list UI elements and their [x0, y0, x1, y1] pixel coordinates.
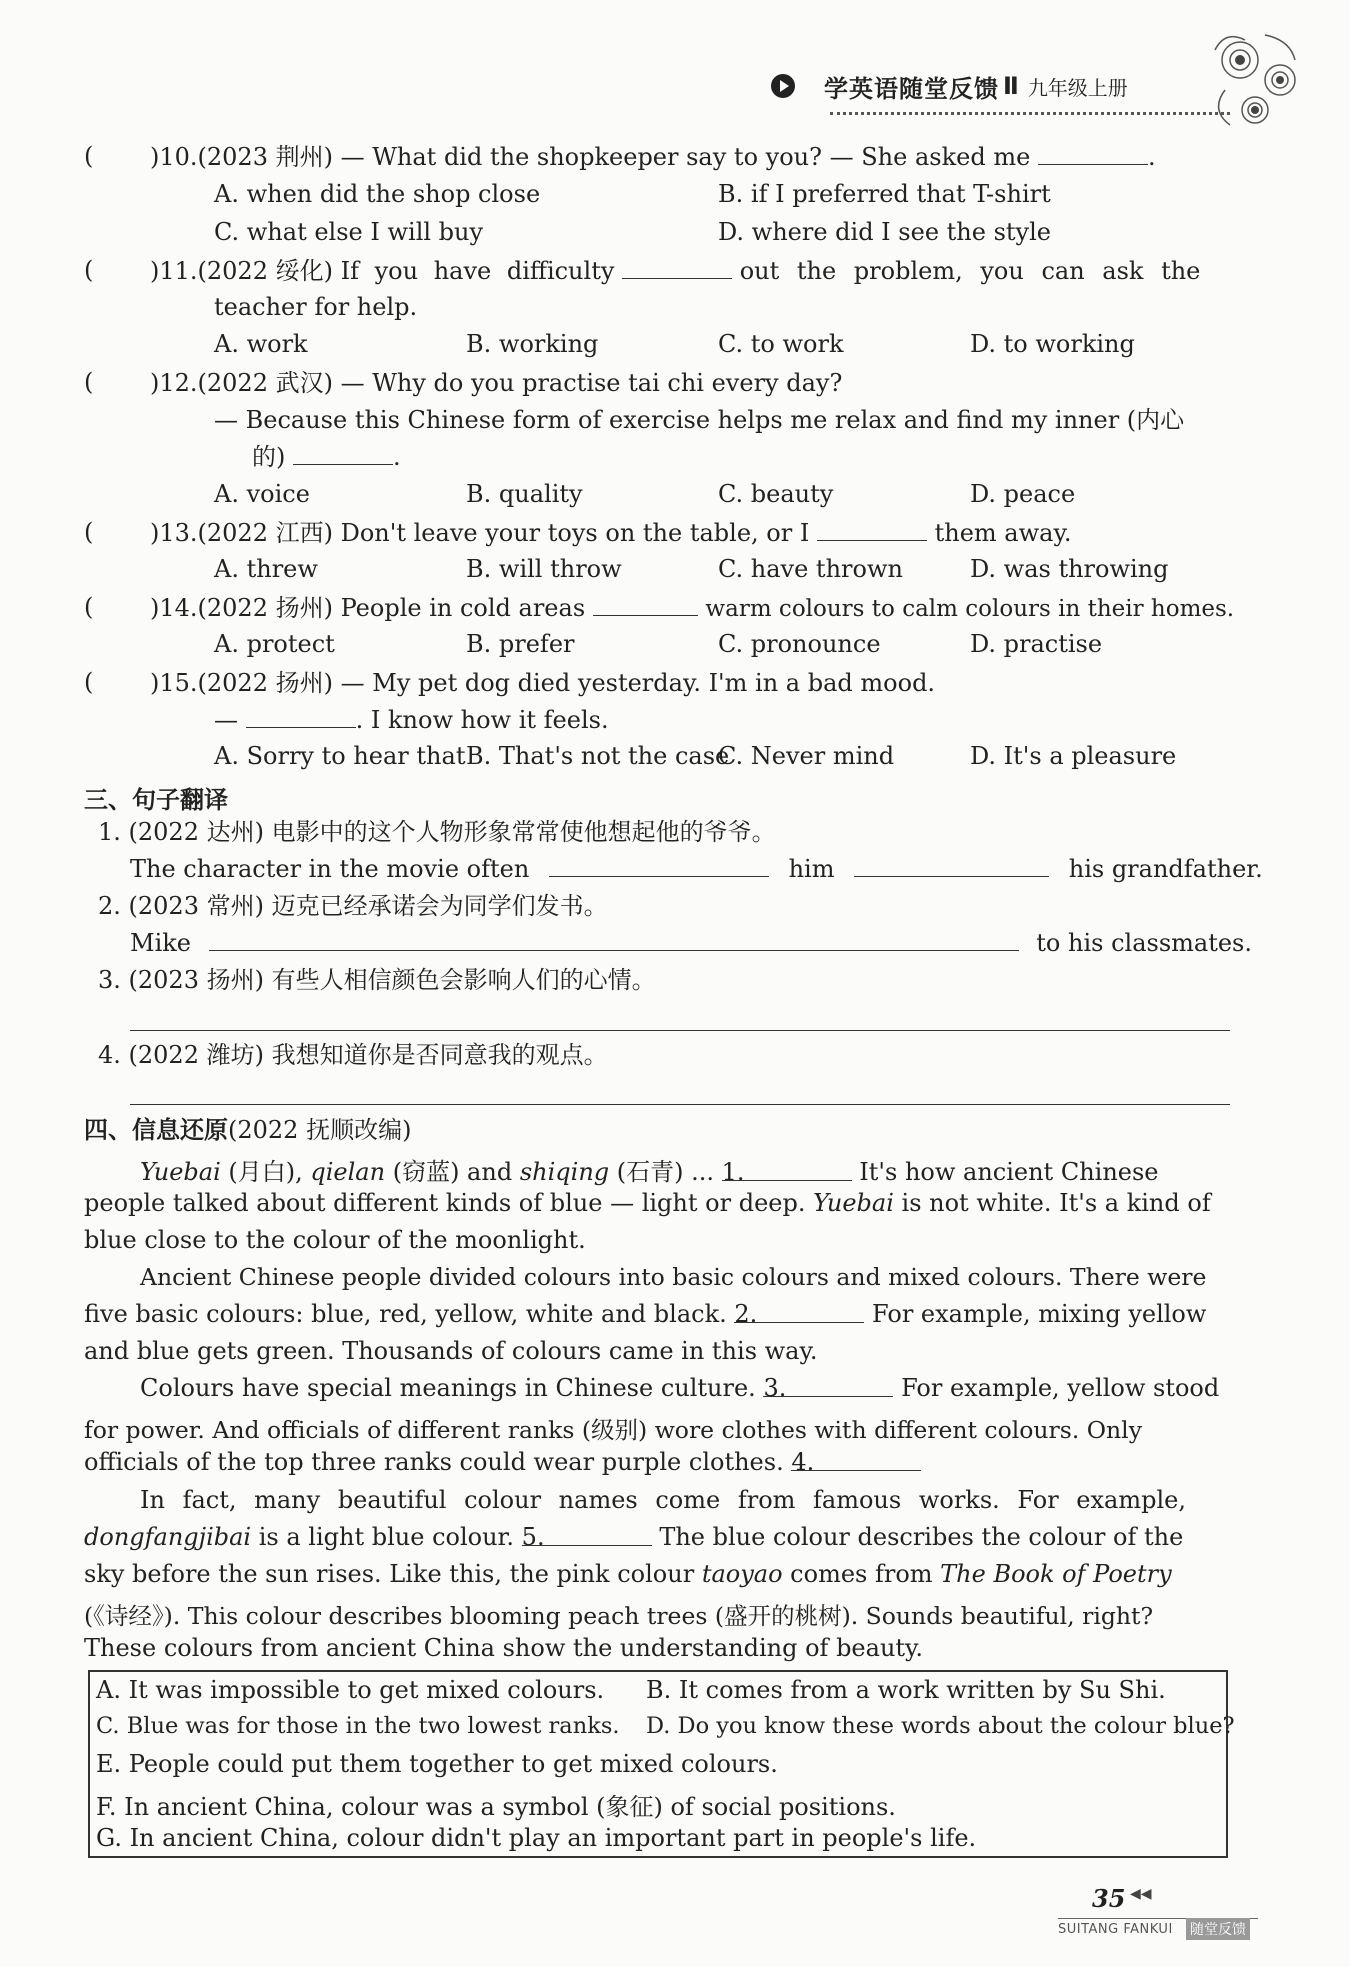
passage-line — [84, 1523, 1183, 1551]
text: people talked about different kinds of blue — light or deep. — [84, 1189, 806, 1217]
option-c[interactable]: C. what else I will buy — [214, 218, 484, 246]
text: five basic colours: blue, red, yellow, white and black. — [84, 1300, 727, 1328]
passage-line: blue close to the colour of the moonlight. — [84, 1226, 586, 1254]
answer-blank[interactable] — [593, 593, 698, 616]
question-10 — [150, 142, 1156, 172]
options-box — [88, 1670, 1235, 1858]
answer-paren[interactable]: ( — [84, 256, 94, 284]
question-text: People in cold areas — [340, 594, 586, 622]
term: shiqing — [519, 1158, 610, 1186]
text: comes from — [790, 1560, 933, 1588]
term: Yuebai — [813, 1189, 894, 1217]
flower-decoration-icon — [1195, 20, 1315, 140]
text: sky before the sun rises. Like this, the pink colour — [84, 1560, 695, 1588]
translation-text: Mike — [130, 929, 191, 957]
option-a[interactable]: A. protect — [214, 630, 335, 658]
question-source: (2022 武汉) — [197, 369, 333, 397]
section-4-heading — [84, 1115, 411, 1145]
option-b[interactable]: B. if I preferred that T-shirt — [718, 180, 1051, 208]
option-d[interactable]: D. was throwing — [970, 555, 1169, 583]
blank-number: 4. — [791, 1448, 815, 1476]
answer-blank[interactable] — [209, 928, 1019, 951]
answer-blank[interactable] — [246, 705, 356, 728]
term: dongfangjibai — [84, 1523, 252, 1551]
answer-blank-5[interactable] — [521, 1523, 652, 1551]
translation-2-prompt: 2. (2023 常州) 迈克已经承诺会为同学们发书。 — [98, 892, 608, 920]
question-15-cont — [214, 705, 609, 735]
answer-paren[interactable]: ( — [84, 142, 94, 170]
section-source: (2022 抚顺改编) — [228, 1116, 412, 1144]
option-f[interactable]: F. In ancient China, colour was a symbol (象征) of social positions. — [96, 1793, 896, 1821]
answer-paren[interactable]: ( — [84, 668, 94, 696]
option-c[interactable]: C. Never mind — [718, 742, 895, 770]
footer-tag: 随堂反馈 — [1186, 1918, 1250, 1940]
passage-line — [84, 1189, 1211, 1217]
option-b[interactable]: B. prefer — [466, 630, 575, 658]
blank-number: 3. — [763, 1374, 787, 1402]
translation-2-answer — [130, 928, 1252, 958]
option-b[interactable]: B. quality — [466, 480, 583, 508]
question-text-after: . I know how it feels. — [355, 706, 609, 734]
option-b[interactable]: B. That's not the case — [466, 742, 730, 770]
text: The blue colour describes the colour of the — [659, 1523, 1184, 1551]
question-source: (2022 绥化) — [197, 257, 333, 285]
question-source: (2022 扬州) — [197, 669, 333, 697]
term: taoyao — [701, 1560, 783, 1588]
question-number: )13. — [150, 519, 198, 547]
option-c[interactable]: C. pronounce — [718, 630, 881, 658]
header-divider — [830, 112, 1230, 115]
page-number: 35 — [1092, 1884, 1126, 1913]
question-text: — My pet dog died yesterday. I'm in a bad mood. — [340, 669, 936, 697]
passage-line — [84, 1448, 921, 1476]
option-d[interactable]: D. practise — [970, 630, 1103, 658]
double-arrow-icon: ◀◀ — [1130, 1886, 1152, 1902]
question-number: )11. — [150, 257, 198, 285]
answer-blank[interactable] — [854, 854, 1049, 877]
answer-line[interactable] — [130, 1104, 1230, 1105]
header-roman: Ⅱ — [1003, 72, 1020, 100]
translation-3-prompt: 3. (2023 扬州) 有些人相信颜色会影响人们的心情。 — [98, 966, 656, 994]
section-4-title: 四、信息还原 — [84, 1116, 228, 1144]
question-text: — What did the shopkeeper say to you? — She asked me — [340, 143, 1031, 171]
question-number: )15. — [150, 669, 198, 697]
question-text-after: warm colours to calm colours in their homes. — [705, 596, 1235, 622]
section-3-title: 三、句子翻译 — [84, 786, 228, 814]
option-d[interactable]: D. where did I see the style — [718, 218, 1051, 246]
passage-line: for power. And officials of different ranks (级别) wore clothes with different colours. Only — [84, 1416, 1142, 1444]
question-source: (2023 荆州) — [197, 143, 333, 171]
question-14 — [150, 593, 1234, 624]
question-number: )12. — [150, 369, 198, 397]
play-icon — [770, 73, 796, 99]
passage-line: (《诗经》). This colour describes blooming peach trees (盛开的桃树). Sounds beautiful, right? — [84, 1602, 1154, 1630]
answer-blank[interactable] — [817, 518, 927, 541]
book-title: The Book of Poetry — [940, 1560, 1172, 1588]
question-12-cont2 — [252, 442, 401, 472]
term: qielan — [310, 1158, 386, 1186]
question-text: Don't leave your toys on the table, or I — [340, 519, 810, 547]
option-c[interactable]: C. to work — [718, 330, 844, 358]
passage-line — [84, 1560, 1172, 1588]
option-a[interactable]: A. voice — [214, 480, 310, 508]
passage-line: These colours from ancient China show the understanding of beauty. — [84, 1634, 924, 1662]
question-13 — [150, 518, 1071, 548]
translation-text: The character in the movie often — [130, 855, 530, 883]
text: (月白), — [220, 1158, 311, 1186]
text: officials of the top three ranks could wear purple clothes. — [84, 1448, 784, 1476]
question-source: (2022 扬州) — [197, 594, 333, 622]
question-11-cont: teacher for help. — [214, 293, 418, 321]
text: is a light blue colour. — [258, 1523, 515, 1551]
text: For example, mixing yellow — [872, 1300, 1207, 1328]
answer-blank[interactable] — [549, 854, 769, 877]
option-c[interactable]: C. beauty — [718, 480, 834, 508]
text: It's how ancient Chinese — [851, 1158, 1159, 1186]
option-b[interactable]: B. It comes from a work written by Su Shi. — [646, 1676, 1166, 1704]
passage-line — [140, 1152, 1159, 1187]
answer-paren[interactable]: ( — [84, 368, 94, 396]
translation-text: him — [788, 855, 835, 883]
blank-number: 2. — [734, 1300, 758, 1328]
answer-blank[interactable] — [1038, 142, 1148, 165]
question-text-after: out the problem, you can ask the — [739, 257, 1201, 285]
header-subtitle: 九年级上册 — [1027, 75, 1128, 100]
text: (石青) ... — [609, 1158, 722, 1186]
translation-1-answer — [130, 854, 1263, 884]
question-end: . — [1147, 143, 1156, 171]
question-number: )10. — [150, 143, 198, 171]
text: is not white. It's a kind of — [901, 1189, 1211, 1217]
question-text-after: them away. — [934, 519, 1072, 547]
answer-blank[interactable] — [293, 442, 393, 465]
page-header — [770, 64, 1200, 108]
translation-text: his grandfather. — [1068, 855, 1263, 883]
option-c[interactable]: C. Blue was for those in the two lowest ranks. — [96, 1713, 620, 1739]
option-d[interactable]: D. Do you know these words about the colour blue? — [646, 1713, 1235, 1739]
option-a[interactable]: A. work — [214, 330, 308, 358]
header-title: 学英语随堂反馈 — [824, 74, 999, 103]
question-text: — Why do you practise tai chi every day? — [340, 369, 843, 397]
passage-line — [84, 1300, 1206, 1328]
option-a[interactable]: A. when did the shop close — [214, 180, 541, 208]
option-a[interactable]: A. threw — [214, 555, 318, 583]
text: (窃蓝) and — [385, 1158, 520, 1186]
answer-paren[interactable]: ( — [84, 518, 94, 546]
passage-line — [140, 1374, 1219, 1402]
option-g[interactable]: G. In ancient China, colour didn't play an important part in people's life. — [96, 1824, 977, 1852]
passage-line: In fact, many beautiful colour names come from famous works. For example, — [140, 1486, 1186, 1514]
translation-1-prompt: 1. (2022 达州) 电影中的这个人物形象常常使他想起他的爷爷。 — [98, 818, 776, 846]
footer-brand: SUITANG FANKUI — [1058, 1922, 1173, 1937]
question-12-cont: — Because this Chinese form of exercise helps me relax and find my inner (内心 — [214, 406, 1185, 434]
option-b[interactable]: B. working — [466, 330, 599, 358]
term: Yuebai — [140, 1158, 221, 1186]
answer-blank-2[interactable] — [734, 1300, 864, 1328]
question-text: If you have difficulty — [340, 257, 615, 285]
translation-4-prompt: 4. (2022 潍坊) 我想知道你是否同意我的观点。 — [98, 1041, 608, 1069]
option-d[interactable]: D. to working — [970, 330, 1135, 358]
question-source: (2022 江西) — [197, 519, 333, 547]
question-15 — [150, 668, 935, 698]
option-a[interactable]: A. Sorry to hear that — [214, 742, 466, 770]
text: Colours have special meanings in Chinese culture. — [140, 1374, 756, 1402]
answer-line[interactable] — [130, 1030, 1230, 1031]
answer-blank-4[interactable] — [791, 1448, 921, 1476]
passage-line: and blue gets green. Thousands of colours came in this way. — [84, 1337, 818, 1365]
translation-text: to his classmates. — [1036, 929, 1252, 957]
option-e[interactable]: E. People could put them together to get mixed colours. — [96, 1750, 778, 1778]
passage-line: Ancient Chinese people divided colours into basic colours and mixed colours. There were — [140, 1263, 1207, 1291]
question-number: )14. — [150, 594, 198, 622]
text: For example, yellow stood — [901, 1374, 1220, 1402]
question-11 — [150, 256, 1200, 286]
blank-number: 1. — [721, 1158, 745, 1186]
answer-blank-3[interactable] — [763, 1374, 893, 1402]
question-12 — [150, 368, 842, 398]
question-text: — — [214, 706, 238, 734]
question-text: 的) — [252, 443, 286, 471]
answer-paren[interactable]: ( — [84, 593, 94, 621]
option-b[interactable]: B. will throw — [466, 555, 622, 583]
answer-blank[interactable] — [622, 256, 732, 279]
option-a[interactable]: A. It was impossible to get mixed colours. — [96, 1676, 605, 1704]
answer-blank-1[interactable] — [721, 1158, 852, 1186]
question-end: . — [393, 443, 401, 471]
blank-number: 5. — [521, 1523, 545, 1551]
option-d[interactable]: D. It's a pleasure — [970, 742, 1177, 770]
option-d[interactable]: D. peace — [970, 480, 1076, 508]
option-c[interactable]: C. have thrown — [718, 555, 903, 583]
